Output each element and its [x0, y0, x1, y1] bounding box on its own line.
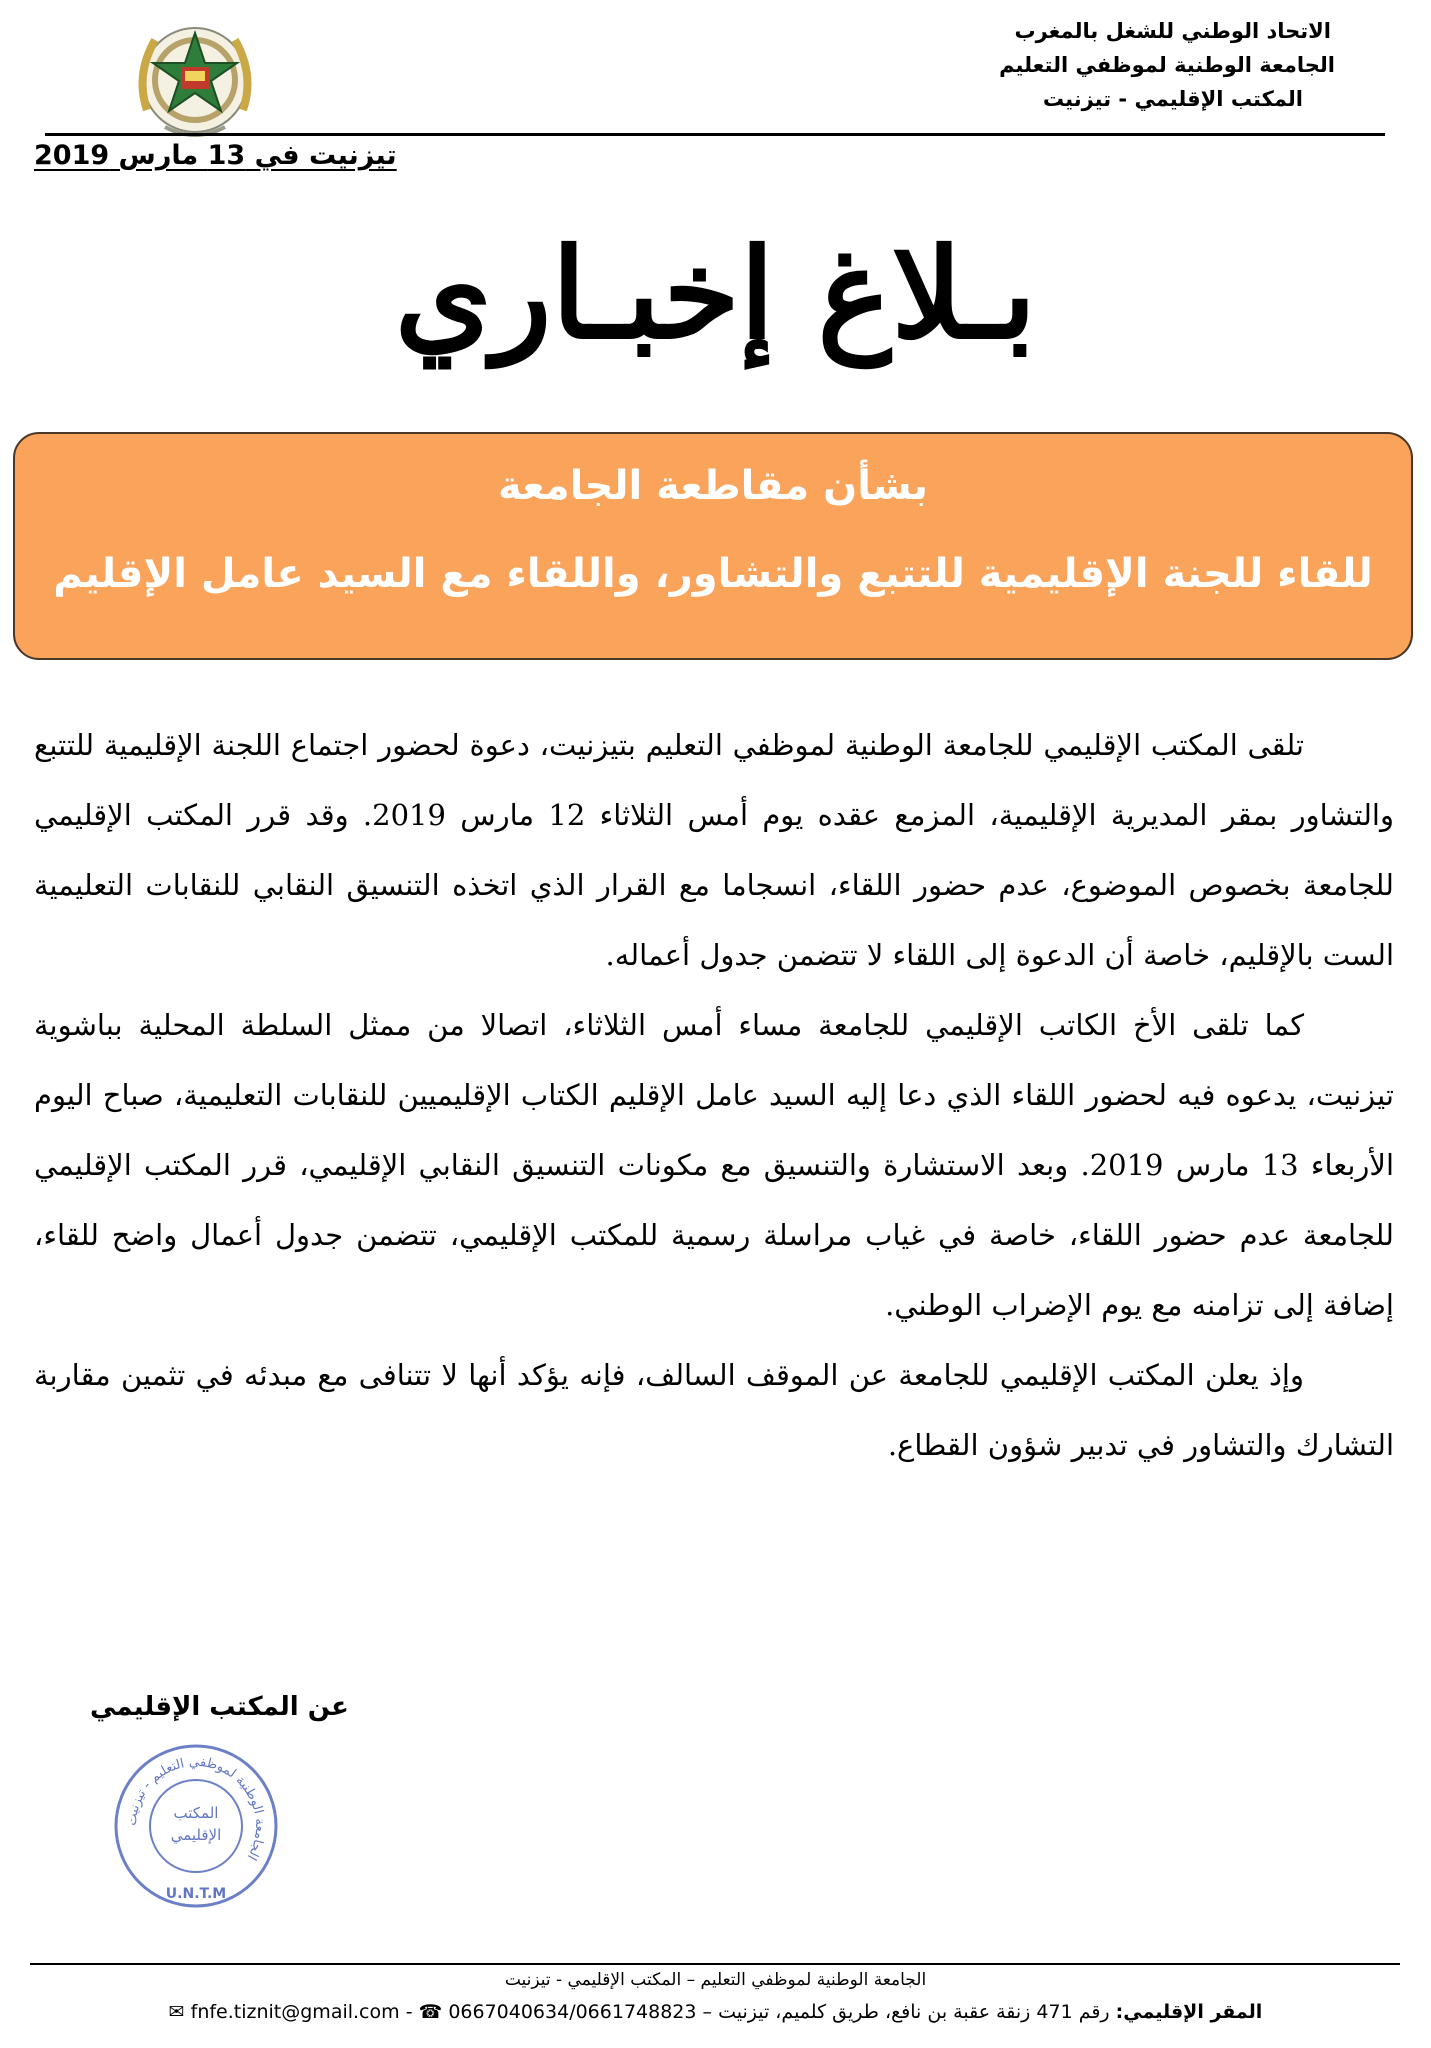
- footer-email[interactable]: fnfe.tiznit@gmail.com: [190, 2001, 400, 2023]
- subject-line-1: بشأن مقاطعة الجامعة: [498, 463, 928, 509]
- stamp-center-line-2: الإقليمي: [170, 1826, 222, 1844]
- subject-line-2: للقاء للجنة الإقليمية للتتبع والتشاور، واللقاء مع السيد عامل الإقليم: [53, 551, 1373, 597]
- union-emblem-logo: [125, 15, 265, 150]
- stamp-bottom-text: U.N.T.M: [165, 1886, 227, 1902]
- document-date: تيزنيت في 13 مارس 2019: [34, 140, 397, 171]
- body-paragraph-1: تلقى المكتب الإقليمي للجامعة الوطنية لموظفي التعليم بتيزنيت، دعوة لحضور اجتماع اللجنة الإقليمية للتتبع والتشاور بمقر المديرية الإقليمية، المزمع عقده يوم أمس الثلاثاء 12 مارس 2019. وقد قرر المكتب الإقليمي للجامعة بخصوص الموضوع، عدم حضور اللقاء، انسجاما مع القرار الذي اتخذه التنسيق النقابي للنقابات التعليمية الست بالإقليم، خاصة أن الدعوة إلى اللقاء لا تتضمن جدول أعماله.: [34, 728, 1394, 972]
- footer-line-2: المقر الإقليمي: رقم 471 زنقة عقبة بن نافع، طريق كلميم، تيزنيت – 0667040634/0661748823 ☎ - fnfe.tiznit@gmail.com ✉: [168, 2001, 1263, 2023]
- signature-label: عن المكتب الإقليمي: [90, 1692, 349, 1722]
- header-org-line-2: الجامعة الوطنية لموظفي التعليم: [999, 53, 1335, 77]
- body-paragraph-3: وإذ يعلن المكتب الإقليمي للجامعة عن الموقف السالف، فإنه يؤكد أنها لا تتنافى مع مبدئه في تثمين مقاربة التشارك والتشاور في تدبير شؤون القطاع.: [34, 1358, 1394, 1462]
- envelope-icon: ✉: [168, 2001, 185, 2023]
- document-title: بـلاغ إخبـاري: [394, 222, 1037, 367]
- stamp-ring-text: الجامعة الوطنية لموظفي التعليم - تيزنيت: [124, 1754, 268, 1863]
- header-org-line-1: الاتحاد الوطني للشغل بالمغرب: [1014, 19, 1331, 43]
- footer-divider: [30, 1963, 1400, 1965]
- subject-box: [13, 432, 1413, 660]
- stamp-center-line-1: المكتب: [173, 1804, 219, 1822]
- footer-address-label: المقر الإقليمي:: [1115, 2001, 1263, 2023]
- header-org-line-3: المكتب الإقليمي - تيزنيت: [1042, 87, 1303, 111]
- footer-address: رقم 471 زنقة عقبة بن نافع، طريق كلميم، تيزنيت –: [702, 2001, 1110, 2023]
- office-stamp: [110, 1740, 282, 1912]
- body-paragraph-2: كما تلقى الأخ الكاتب الإقليمي للجامعة مساء أمس الثلاثاء، اتصالا من ممثل السلطة المحلية بباشوية تيزنيت، يدعوه فيه لحضور اللقاء الذي دعا إليه السيد عامل الإقليم الكتاب الإقليميين للنقابات التعليمية، صباح اليوم الأربعاء 13 مارس 2019. وبعد الاستشارة والتنسيق مع مكونات التنسيق النقابي الإقليمي، قرر المكتب الإقليمي للجامعة عدم حضور اللقاء، خاصة في غياب مراسلة رسمية للمكتب الإقليمي، تتضمن جدول أعمال واضح للقاء، إضافة إلى تزامنه مع يوم الإضراب الوطني.: [34, 1008, 1395, 1322]
- header-divider: [45, 133, 1385, 136]
- footer-line-1: الجامعة الوطنية لموظفي التعليم – المكتب الإقليمي - تيزنيت: [504, 1970, 927, 1990]
- telephone-icon: ☎: [418, 2001, 443, 2023]
- footer-phone: 0667040634/0661748823: [448, 2001, 697, 2023]
- document-body: [34, 710, 1394, 1480]
